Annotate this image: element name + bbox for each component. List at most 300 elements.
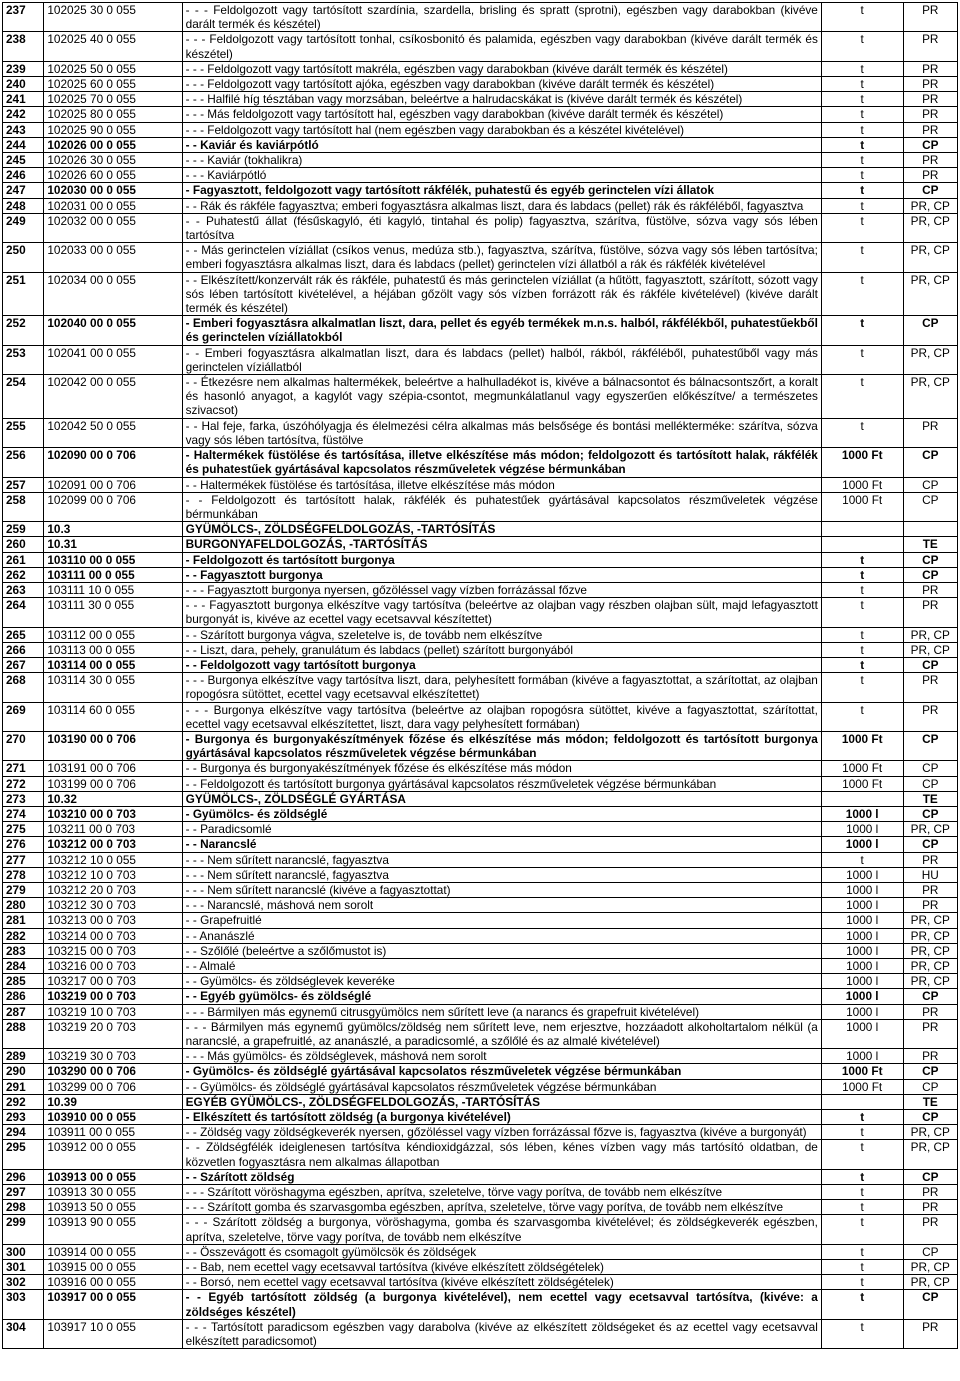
table-row [3, 791, 958, 806]
table-row [3, 657, 958, 672]
product-code: 103915 00 0 055 [44, 1260, 182, 1275]
unit-of-measure: 1000 Ft [821, 776, 903, 791]
unit-of-measure: 1000 l [821, 989, 903, 1004]
row-number: 286 [3, 989, 44, 1004]
row-number: 280 [3, 898, 44, 913]
classification: CP [903, 837, 957, 852]
product-code: 103912 00 0 055 [44, 1140, 182, 1169]
row-number: 285 [3, 974, 44, 989]
product-code: 103214 00 0 703 [44, 928, 182, 943]
row-number: 244 [3, 137, 44, 152]
unit-of-measure: 1000 l [821, 822, 903, 837]
row-number: 248 [3, 198, 44, 213]
row-number: 268 [3, 673, 44, 702]
classification [903, 522, 957, 537]
classification: CP [903, 567, 957, 582]
table-row [3, 1110, 958, 1125]
classification: PR [903, 1185, 957, 1200]
unit-of-measure: 1000 Ft [821, 1064, 903, 1079]
product-description: - Feldolgozott és tartósított burgonya [182, 552, 821, 567]
product-code: 103916 00 0 055 [44, 1275, 182, 1290]
table-body [3, 3, 958, 1349]
product-description: - Haltermékek füstölése és tartósítása, illetve elkészítése más módon; feldolgozott és tartósított halak, rákfélék és puhatestűek gyártásával kapcsolatos részműveletek végzése bérmunkában [182, 448, 821, 477]
classification: PR, CP [903, 913, 957, 928]
classification: PR, CP [903, 928, 957, 943]
row-number: 300 [3, 1244, 44, 1259]
product-description: - Gyümölcs- és zöldséglé gyártásával kapcsolatos részműveletek végzése bérmunkában [182, 1064, 821, 1079]
table-row [3, 702, 958, 731]
product-code: 102025 50 0 055 [44, 61, 182, 76]
row-number: 255 [3, 418, 44, 447]
classification: CP [903, 776, 957, 791]
table-row [3, 1290, 958, 1319]
product-description: - - - Nem sűrített narancslé (kivéve a fagyasztottat) [182, 882, 821, 897]
product-code: 102026 60 0 055 [44, 168, 182, 183]
unit-of-measure: t [821, 316, 903, 345]
classification: PR, CP [903, 943, 957, 958]
table-row [3, 567, 958, 582]
classification: PR [903, 852, 957, 867]
row-number: 251 [3, 272, 44, 316]
row-number: 254 [3, 375, 44, 419]
product-code: 103111 10 0 055 [44, 582, 182, 597]
unit-of-measure: t [821, 418, 903, 447]
unit-of-measure: 1000 Ft [821, 492, 903, 521]
classification: PR [903, 1215, 957, 1244]
row-number: 273 [3, 791, 44, 806]
classification: CP [903, 989, 957, 1004]
product-code: 102030 00 0 055 [44, 183, 182, 198]
row-number: 278 [3, 867, 44, 882]
table-row [3, 943, 958, 958]
classification: CP [903, 1064, 957, 1079]
row-number: 242 [3, 107, 44, 122]
product-code: 103114 60 0 055 [44, 702, 182, 731]
product-code: 10.39 [44, 1094, 182, 1109]
table-row [3, 1004, 958, 1019]
product-code: 103913 50 0 055 [44, 1200, 182, 1215]
product-code: 103917 10 0 055 [44, 1319, 182, 1348]
table-row [3, 537, 958, 552]
product-description: - - - Feldolgozott vagy tartósított hal (nem egészben vagy darabokban és a készétel kivételével) [182, 122, 821, 137]
classification: PR [903, 107, 957, 122]
unit-of-measure: t [821, 1185, 903, 1200]
row-number: 271 [3, 761, 44, 776]
classification: PR [903, 598, 957, 627]
unit-of-measure: t [821, 1260, 903, 1275]
unit-of-measure: t [821, 243, 903, 272]
product-description: - - - Feldolgozott vagy tartósított szardínia, szardella, brisling és spratt (sprotni), egészben vagy darabokban (kivéve darált termék és készétel) [182, 3, 821, 32]
table-row [3, 898, 958, 913]
classification: PR, CP [903, 959, 957, 974]
row-number: 292 [3, 1094, 44, 1109]
table-row [3, 477, 958, 492]
product-description: - - Puhatestű állat (fésűskagyló, éti kagyló, tintahal és polip) fagyasztva, szárítva, füstölve, sózva vagy sós lében tartósítva [182, 213, 821, 242]
classification: CP [903, 137, 957, 152]
table-row [3, 627, 958, 642]
unit-of-measure: 1000 l [821, 959, 903, 974]
table-row [3, 137, 958, 152]
unit-of-measure: t [821, 582, 903, 597]
product-code: 102025 30 0 055 [44, 3, 182, 32]
row-number: 297 [3, 1185, 44, 1200]
product-description: - - - Kaviár (tokhalikra) [182, 153, 821, 168]
classification: PR, CP [903, 822, 957, 837]
product-code: 103219 30 0 703 [44, 1049, 182, 1064]
classification: PR, CP [903, 1125, 957, 1140]
product-description: - - - Más feldolgozott vagy tartósított hal, egészben vagy darabokban (kivéve darált termék és készétel) [182, 107, 821, 122]
table-row [3, 213, 958, 242]
table-row [3, 913, 958, 928]
table-row [3, 598, 958, 627]
product-description: - - - Nem sűrített narancslé, fagyasztva [182, 852, 821, 867]
product-description: - - - Tartósított paradicsom egészben vagy darabolva (kivéve az elkészített zöldségeket és az ecettel vagy ecetsavval elkészített paradicsomot) [182, 1319, 821, 1348]
table-row [3, 1125, 958, 1140]
unit-of-measure: t [821, 1275, 903, 1290]
classification: PR [903, 3, 957, 32]
classification: PR [903, 673, 957, 702]
product-code: 102042 00 0 055 [44, 375, 182, 419]
product-description: - - Szárított zöldség [182, 1169, 821, 1184]
unit-of-measure: t [821, 627, 903, 642]
product-description: - - - Szárított zöldség a burgonya, vöröshagyma, gomba és szarvasgomba kivételével; és zöldségkeverék egészben, aprítva, szeletelve, törve vagy porítva, de tovább nem elkészítve [182, 1215, 821, 1244]
row-number: 238 [3, 32, 44, 61]
product-description: - - Bab, nem ecettel vagy ecetsavval tartósítva (kivéve elkészített zöldségételek) [182, 1260, 821, 1275]
unit-of-measure: t [821, 1215, 903, 1244]
product-code: 103913 90 0 055 [44, 1215, 182, 1244]
row-number: 276 [3, 837, 44, 852]
product-description: GYÜMÖLCS-, ZÖLDSÉGFELDOLGOZÁS, -TARTÓSÍTÁS [182, 522, 821, 537]
product-description: - - Grapefruitlé [182, 913, 821, 928]
product-code: 102042 50 0 055 [44, 418, 182, 447]
product-code: 102033 00 0 055 [44, 243, 182, 272]
table-row [3, 1319, 958, 1348]
table-row [3, 928, 958, 943]
product-description: - Elkészített és tartósított zöldség (a burgonya kivételével) [182, 1110, 821, 1125]
table-row [3, 761, 958, 776]
product-code: 102091 00 0 706 [44, 477, 182, 492]
product-description: - - Feldolgozott vagy tartósított burgonya [182, 657, 821, 672]
product-description: - - Haltermékek füstölése és tartósítása, illetve elkészítése más módon [182, 477, 821, 492]
unit-of-measure: t [821, 122, 903, 137]
unit-of-measure: 1000 l [821, 882, 903, 897]
unit-of-measure: 1000 Ft [821, 1079, 903, 1094]
unit-of-measure: 1000 l [821, 837, 903, 852]
unit-of-measure: t [821, 198, 903, 213]
unit-of-measure: t [821, 673, 903, 702]
classification: TE [903, 537, 957, 552]
classification: PR [903, 582, 957, 597]
product-code: 103217 00 0 703 [44, 974, 182, 989]
product-description: - - Almalé [182, 959, 821, 974]
classification: CP [903, 183, 957, 198]
classification: PR, CP [903, 974, 957, 989]
product-description: - - Burgonya és burgonyakészítmények főzése és elkészítése más módon [182, 761, 821, 776]
table-row [3, 776, 958, 791]
table-row [3, 375, 958, 419]
product-description: - - - Burgonya elkészítve vagy tartósítva (beleértve az olajban ropogósra sütöttet, kivéve a fagyasztottat, szárítottat, ecettel vagy ecetsavval elkészítettet, liszt, dara vagy pelyhesített formában) [182, 702, 821, 731]
table-row [3, 959, 958, 974]
classification: PR, CP [903, 627, 957, 642]
classification: CP [903, 761, 957, 776]
unit-of-measure: 1000 l [821, 806, 903, 821]
product-code: 103219 00 0 703 [44, 989, 182, 1004]
product-code: 102026 30 0 055 [44, 153, 182, 168]
product-code: 103212 20 0 703 [44, 882, 182, 897]
row-number: 258 [3, 492, 44, 521]
product-description: - - - Nem sűrített narancslé, fagyasztva [182, 867, 821, 882]
table-row [3, 243, 958, 272]
classification: PR, CP [903, 1275, 957, 1290]
classification: PR [903, 1004, 957, 1019]
product-code: 103215 00 0 703 [44, 943, 182, 958]
product-code: 103914 00 0 055 [44, 1244, 182, 1259]
product-description: - - Elkészített/konzervált rák és rákféle, puhatestű és más gerinctelen víziállat (a hűtött, fagyasztott, szárított, sózott vagy sós lében tartósított kivételével, a héjában gőzölt vagy sós vízben forrázott rák és rákféle kivételével) (kivéve darált termék és készétel) [182, 272, 821, 316]
product-description: - - Emberi fogyasztásra alkalmatlan liszt, dara és labdacs (pellet) halból, rákból, rákféléből, puhatestűből vagy más gerinctelen víziállatból [182, 345, 821, 374]
product-description: - - Szárított burgonya vágva, szeletelve is, de tovább nem elkészítve [182, 627, 821, 642]
table-row [3, 1094, 958, 1109]
unit-of-measure: 1000 l [821, 1004, 903, 1019]
product-description: - - Egyéb gyümölcs- és zöldséglé [182, 989, 821, 1004]
classification: PR [903, 418, 957, 447]
product-code: 103299 00 0 706 [44, 1079, 182, 1094]
product-description: - - Rák és rákféle fagyasztva; emberi fogyasztásra alkalmas liszt, dara és labdacs (pellet) rák és rákféléből, fagyasztva [182, 198, 821, 213]
product-code: 102090 00 0 706 [44, 448, 182, 477]
row-number: 272 [3, 776, 44, 791]
product-description: - - Ananászlé [182, 928, 821, 943]
row-number: 257 [3, 477, 44, 492]
product-description: - - Szőlőlé (beleértve a szőlőmustot is) [182, 943, 821, 958]
classification: HU [903, 867, 957, 882]
row-number: 289 [3, 1049, 44, 1064]
row-number: 256 [3, 448, 44, 477]
product-code: 103213 00 0 703 [44, 913, 182, 928]
row-number: 287 [3, 1004, 44, 1019]
product-description: - - Liszt, dara, pehely, granulátum és labdacs (pellet) szárított burgonyából [182, 642, 821, 657]
unit-of-measure [821, 522, 903, 537]
classification: CP [903, 657, 957, 672]
table-row [3, 1215, 958, 1244]
classification: PR [903, 122, 957, 137]
classification: PR, CP [903, 198, 957, 213]
product-description: - - Zöldség vagy zöldségkeverék nyersen, gőzöléssel vagy vízben forrázással főzve is, fagyasztva (kivéve a burgonyát) [182, 1125, 821, 1140]
product-description: - - Egyéb tartósított zöldség (a burgonya kivételével), nem ecettel vagy ecetsavval tartósítva, (kivéve: a zöldséges készétel) [182, 1290, 821, 1319]
product-code: 103219 10 0 703 [44, 1004, 182, 1019]
table-row [3, 198, 958, 213]
table-row [3, 107, 958, 122]
row-number: 303 [3, 1290, 44, 1319]
product-code: 102025 90 0 055 [44, 122, 182, 137]
product-description: - - Gyümölcs- és zöldséglevek keveréke [182, 974, 821, 989]
classification: CP [903, 1079, 957, 1094]
product-code: 103191 00 0 706 [44, 761, 182, 776]
product-description: - - - Narancslé, máshová nem sorolt [182, 898, 821, 913]
product-code: 103913 30 0 055 [44, 1185, 182, 1200]
product-description: - - Összevágott és csomagolt gyümölcsök és zöldségek [182, 1244, 821, 1259]
unit-of-measure: t [821, 32, 903, 61]
product-table [2, 2, 958, 1349]
unit-of-measure: t [821, 552, 903, 567]
product-description: GYÜMÖLCS-, ZÖLDSÉGLÉ GYÁRTÁSA [182, 791, 821, 806]
table-row [3, 1244, 958, 1259]
product-code: 102034 00 0 055 [44, 272, 182, 316]
product-description: - Burgonya és burgonyakészítmények főzése és elkészítése más módon; feldolgozott és tartósított burgonya gyártásával kapcsolatos részműveletek végzése bérmunkában [182, 731, 821, 760]
row-number: 240 [3, 77, 44, 92]
row-number: 302 [3, 1275, 44, 1290]
product-description: - - - Feldolgozott vagy tartósított tonhal, csíkosbonitó és palamida, egészben vagy darabokban (kivéve darált termék és készétel) [182, 32, 821, 61]
classification: PR [903, 153, 957, 168]
unit-of-measure [821, 791, 903, 806]
product-code: 103199 00 0 706 [44, 776, 182, 791]
product-code: 103113 00 0 055 [44, 642, 182, 657]
table-row [3, 1200, 958, 1215]
product-code: 103111 00 0 055 [44, 567, 182, 582]
unit-of-measure: 1000 l [821, 943, 903, 958]
classification: CP [903, 316, 957, 345]
product-code: 103212 10 0 055 [44, 852, 182, 867]
row-number: 246 [3, 168, 44, 183]
table-row [3, 1275, 958, 1290]
table-row [3, 153, 958, 168]
classification: TE [903, 1094, 957, 1109]
row-number: 288 [3, 1019, 44, 1048]
unit-of-measure: t [821, 213, 903, 242]
classification: PR, CP [903, 375, 957, 419]
product-description: EGYÉB GYÜMÖLCS-, ZÖLDSÉGFELDOLGOZÁS, -TARTÓSÍTÁS [182, 1094, 821, 1109]
unit-of-measure: t [821, 77, 903, 92]
unit-of-measure [821, 1094, 903, 1109]
row-number: 294 [3, 1125, 44, 1140]
table-row [3, 552, 958, 567]
table-row [3, 522, 958, 537]
classification: CP [903, 492, 957, 521]
table-row [3, 642, 958, 657]
row-number: 284 [3, 959, 44, 974]
row-number: 274 [3, 806, 44, 821]
product-code: 102031 00 0 055 [44, 198, 182, 213]
classification: PR, CP [903, 1140, 957, 1169]
table-row [3, 32, 958, 61]
product-description: - - - Halfilé híg tésztában vagy morzsában, beleértve a halrudacskákat is (kivéve darált termék és készétel) [182, 92, 821, 107]
unit-of-measure: t [821, 183, 903, 198]
product-code: 102025 80 0 055 [44, 107, 182, 122]
unit-of-measure: t [821, 1110, 903, 1125]
row-number: 239 [3, 61, 44, 76]
row-number: 296 [3, 1169, 44, 1184]
unit-of-measure: t [821, 1244, 903, 1259]
product-code: 103211 00 0 703 [44, 822, 182, 837]
table-row [3, 122, 958, 137]
product-code: 103210 00 0 703 [44, 806, 182, 821]
unit-of-measure: t [821, 1169, 903, 1184]
product-description: - - - Feldolgozott vagy tartósított ajóka, egészben vagy darabokban (kivéve darált termék és készétel) [182, 77, 821, 92]
table-row [3, 867, 958, 882]
product-code: 103112 00 0 055 [44, 627, 182, 642]
product-code: 103212 10 0 703 [44, 867, 182, 882]
product-description: - - Más gerinctelen víziállat (csíkos venus, medúza stb.), fagyasztva, szárítva, füstölve, sózva vagy sós lében tartósítva; emberi fogyasztásra alkalmas liszt, dara és labdacs (pellet) gerinctelen vízi állatból a rák és rákfélék kivételével [182, 243, 821, 272]
row-number: 241 [3, 92, 44, 107]
classification: PR [903, 92, 957, 107]
product-code: 103216 00 0 703 [44, 959, 182, 974]
table-row [3, 492, 958, 521]
classification: CP [903, 1244, 957, 1259]
classification: PR, CP [903, 213, 957, 242]
classification: PR [903, 77, 957, 92]
classification: PR, CP [903, 243, 957, 272]
unit-of-measure: 1000 l [821, 928, 903, 943]
table-row [3, 989, 958, 1004]
unit-of-measure: t [821, 272, 903, 316]
unit-of-measure: t [821, 657, 903, 672]
row-number: 270 [3, 731, 44, 760]
product-description: - - Hal feje, farka, úszóhólyagja és élelmezési célra alkalmas más belsősége és bontási melléktermékе: szárítva, sózva vagy sós lében tartósítva, füstölve [182, 418, 821, 447]
product-code: 103290 00 0 706 [44, 1064, 182, 1079]
classification: PR [903, 1319, 957, 1348]
table-row [3, 822, 958, 837]
product-code: 103190 00 0 706 [44, 731, 182, 760]
table-row [3, 1185, 958, 1200]
unit-of-measure: 1000 l [821, 974, 903, 989]
table-row [3, 882, 958, 897]
table-row [3, 168, 958, 183]
unit-of-measure: 1000 l [821, 913, 903, 928]
product-description: - - Fagyasztott burgonya [182, 567, 821, 582]
product-code: 103111 30 0 055 [44, 598, 182, 627]
unit-of-measure: t [821, 702, 903, 731]
unit-of-measure: t [821, 375, 903, 419]
row-number: 281 [3, 913, 44, 928]
unit-of-measure: t [821, 345, 903, 374]
row-number: 249 [3, 213, 44, 242]
table-row [3, 272, 958, 316]
classification: PR [903, 898, 957, 913]
table-row [3, 1049, 958, 1064]
row-number: 266 [3, 642, 44, 657]
product-description: - - - Szárított vöröshagyma egészben, aprítva, szeletelve, törve vagy porítva, de tovább nem elkészítve [182, 1185, 821, 1200]
table-row [3, 1260, 958, 1275]
row-number: 260 [3, 537, 44, 552]
product-description: - - - Bármilyen más egynemű citrusgyümölcs nem sűrített leve (a narancs és grapefruit kivételével) [182, 1004, 821, 1019]
product-code: 102025 60 0 055 [44, 77, 182, 92]
row-number: 245 [3, 153, 44, 168]
row-number: 283 [3, 943, 44, 958]
table-row [3, 1169, 958, 1184]
table-row [3, 1019, 958, 1048]
classification: CP [903, 448, 957, 477]
product-description: - - Borsó, nem ecettel vagy ecetsavval tartósítva (kivéve elkészített zöldségételek) [182, 1275, 821, 1290]
product-code: 10.32 [44, 791, 182, 806]
table-row [3, 582, 958, 597]
table-row [3, 852, 958, 867]
row-number: 262 [3, 567, 44, 582]
unit-of-measure: t [821, 3, 903, 32]
product-code: 103110 00 0 055 [44, 552, 182, 567]
product-code: 102025 70 0 055 [44, 92, 182, 107]
row-number: 282 [3, 928, 44, 943]
classification: PR, CP [903, 1260, 957, 1275]
product-description: - - - Feldolgozott vagy tartósított makréla, egészben vagy darabokban (kivéve darált termék és készétel) [182, 61, 821, 76]
product-code: 103212 00 0 703 [44, 837, 182, 852]
classification: PR [903, 1200, 957, 1215]
unit-of-measure: t [821, 852, 903, 867]
row-number: 290 [3, 1064, 44, 1079]
unit-of-measure: t [821, 137, 903, 152]
product-code: 103913 00 0 055 [44, 1169, 182, 1184]
product-description: - - - Kaviárpótló [182, 168, 821, 183]
row-number: 301 [3, 1260, 44, 1275]
unit-of-measure: t [821, 168, 903, 183]
row-number: 269 [3, 702, 44, 731]
